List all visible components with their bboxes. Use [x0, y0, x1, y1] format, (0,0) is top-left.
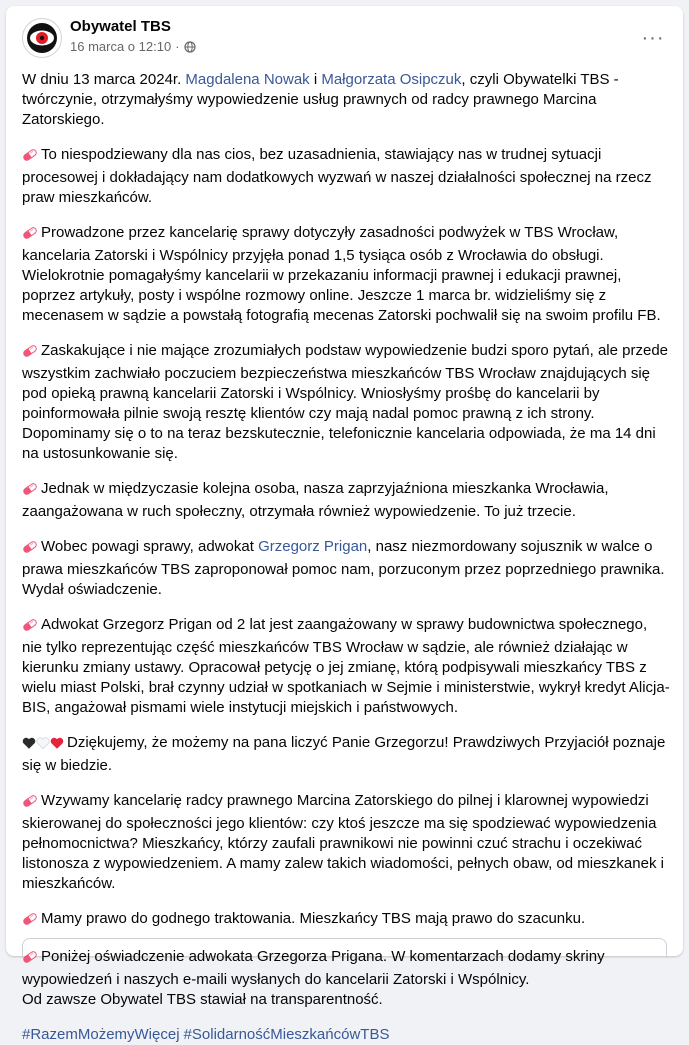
- globe-icon[interactable]: [184, 41, 196, 53]
- paragraph-text: Od zawsze Obywatel TBS stawiał na transparentność.: [22, 991, 383, 1008]
- paragraph-text: To niespodziewany dla nas cios, bez uzasadnienia, stawiający nas w trudnej sytuacji procesowej i dokładający nam dodatkowych wyzwań w naszej działalności społecznej na rzecz praw mieszkańców.: [22, 146, 652, 206]
- white-heart-icon: [36, 737, 50, 750]
- paragraph-text: Zaskakujące i nie mające zrozumiałych podstaw wypowiedzenie budzi sporo pytań, ale przede wszystkim zachwiało poczuciem bezpieczeństwa mieszkańców TBS Wrocław znajdujących się pod opieką prawną kancelarii Zatorski i Wspólnicy. Wniosłyśmy prośbę do kancelarii by poinformowała pilnie swoją resztę klientów czy mają nadal pomoc prawną z ich strony. Dopominamy się o to na teraz bezskutecznie, telefonicznie kancelaria odpowiada, że ma 14 dni na ustosunkowanie się.: [22, 342, 668, 462]
- paragraph-text: Poniżej oświadczenie adwokata Grzegorza Prigana. W komentarzach dodamy skriny wypowiedzeń i naszych e-maili wysłanych do kancelarii Zatorski i Wspólnicy.: [22, 948, 605, 988]
- paragraph-6: [22, 537, 670, 600]
- paragraph-3: [22, 223, 670, 326]
- paragraph-text: Wzywamy kancelarię radcy prawnego Marcina Zatorskiego do pilnej i klarownej wypowiedzi skierowanej do społeczności jego klientów: czy ktoś jeszcze ma się spodziewać wypowiedzenia pełnomocnictwa? Mieszkańcy, którzy zaufali prawnikowi nie powinni czuć strachu i oczekiwać listonosza z wypowiedzeniem. A mamy zalew takich wiadomości, pełnych obaw, od mieszkanek i mieszkańców.: [22, 792, 664, 892]
- paragraph-text: Dziękujemy, że możemy na pana liczyć Panie Grzegorzu! Prawdziwych Przyjaciół poznaje się w biedzie.: [22, 734, 666, 774]
- pill-emoji-icon: [22, 148, 38, 168]
- pill-emoji-icon: [22, 794, 38, 814]
- paragraph-text: i: [309, 71, 322, 88]
- paragraph-2: [22, 145, 670, 208]
- black-heart-icon: [22, 737, 36, 750]
- pill-emoji-icon: [22, 618, 38, 638]
- pill-emoji-icon: [22, 226, 38, 246]
- post-meta: [70, 39, 196, 54]
- paragraph-text: Wobec powagi sprawy, adwokat: [41, 538, 259, 555]
- paragraph-text: Prowadzone przez kancelarię sprawy dotyczyły zasadności podwyżek w TBS Wrocław, kancelaria Zatorski i Wspólnicy przyjęła ponad 1,5 tysiąca osób z Wrocławia do obsługi. Wielokrotnie pomagałyśmy kancelarii w przekazaniu informacji prawnej i edukacji prawnej, poprzez artykuły, posty i wspólne rozmowy online. Jeszcze 1 marca br. widzieliśmy się z mecenasem w sądzie a powstałą fotografią mecenas Zatorski pochwalił się na swoim profilu FB.: [22, 224, 661, 324]
- red-eye-logo-icon: [26, 22, 58, 54]
- paragraph-8: [22, 733, 670, 776]
- paragraph-9: [22, 791, 670, 894]
- attachment-preview-edge: [22, 938, 667, 958]
- mention-grzegorz-prigan[interactable]: Grzegorz Prigan: [258, 538, 368, 555]
- hashtags: [22, 1025, 670, 1045]
- paragraph-text: W dniu 13 marca 2024r.: [22, 71, 186, 88]
- pill-emoji-icon: [22, 912, 38, 932]
- paragraph-text: Mamy prawo do godnego traktowania. Mieszkańcy TBS mają prawo do szacunku.: [41, 910, 586, 927]
- paragraph-intro: [22, 70, 670, 130]
- post-header: [6, 6, 683, 64]
- paragraph-7: [22, 615, 670, 718]
- hashtag-link[interactable]: #RazemMożemyWięcej: [22, 1026, 180, 1043]
- post-body: [22, 70, 670, 1045]
- mention-magdalena-nowak[interactable]: Magdalena Nowak: [185, 71, 310, 88]
- post-card: [6, 6, 683, 1043]
- red-heart-icon: [50, 737, 64, 750]
- post-author[interactable]: Obywatel TBS: [70, 18, 171, 35]
- hearts-emoji-group: [22, 736, 64, 756]
- paragraph-5: [22, 479, 670, 522]
- paragraph-text: Jednak w międzyczasie kolejna osoba, nasza zaprzyjaźniona mieszkanka Wrocławia, zaangażowana w ruch społeczny, otrzymała również wypowiedzenie. To już trzecie.: [22, 480, 609, 520]
- page-avatar[interactable]: [22, 18, 62, 58]
- paragraph-text: Adwokat Grzegorz Prigan od 2 lat jest zaangażowany w sprawy budownictwa społecznego, nie tylko reprezentując część mieszkańców TBS Wrocław w sądzie, ale również działając w kierunku zmiany ustawy. Opracował petycję o jej zmianę, którą podpisywali mieszkańcy TBS z wielu miast Polski, brał czynny udział w spotkaniach w Sejmie i ministerstwie, wykrył kredyt Alicja-BIS, angażował pismami wiele instytucji miejskich i państwowych.: [22, 616, 670, 716]
- paragraph-10: [22, 909, 670, 932]
- more-options-button[interactable]: [635, 20, 671, 56]
- hashtag-link[interactable]: #SolidarnośćMieszkańcówTBS: [183, 1026, 390, 1043]
- more-options-icon: ···: [641, 27, 665, 49]
- mention-malgorzata-osipczuk[interactable]: Małgorzata Osipczuk: [321, 71, 462, 88]
- paragraph-text: , nasz niezmordowany sojusznik w walce o prawa mieszkańców TBS zaproponował pomoc nam, porzuconym przez poprzedniego prawnika. Wydał oświadczenie.: [22, 538, 665, 598]
- pill-emoji-icon: [22, 482, 38, 502]
- post-date[interactable]: 16 marca o 12:10: [70, 39, 172, 54]
- paragraph-text: , czyli Obywatelki TBS - twórczynie, otrzymałyśmy wypowiedzenie usług prawnych od radcy prawnego Marcina Zatorskiego.: [22, 71, 619, 128]
- pill-emoji-icon: [22, 540, 38, 560]
- pill-emoji-icon: [22, 344, 38, 364]
- paragraph-4: [22, 341, 670, 464]
- meta-separator: ·: [175, 39, 180, 54]
